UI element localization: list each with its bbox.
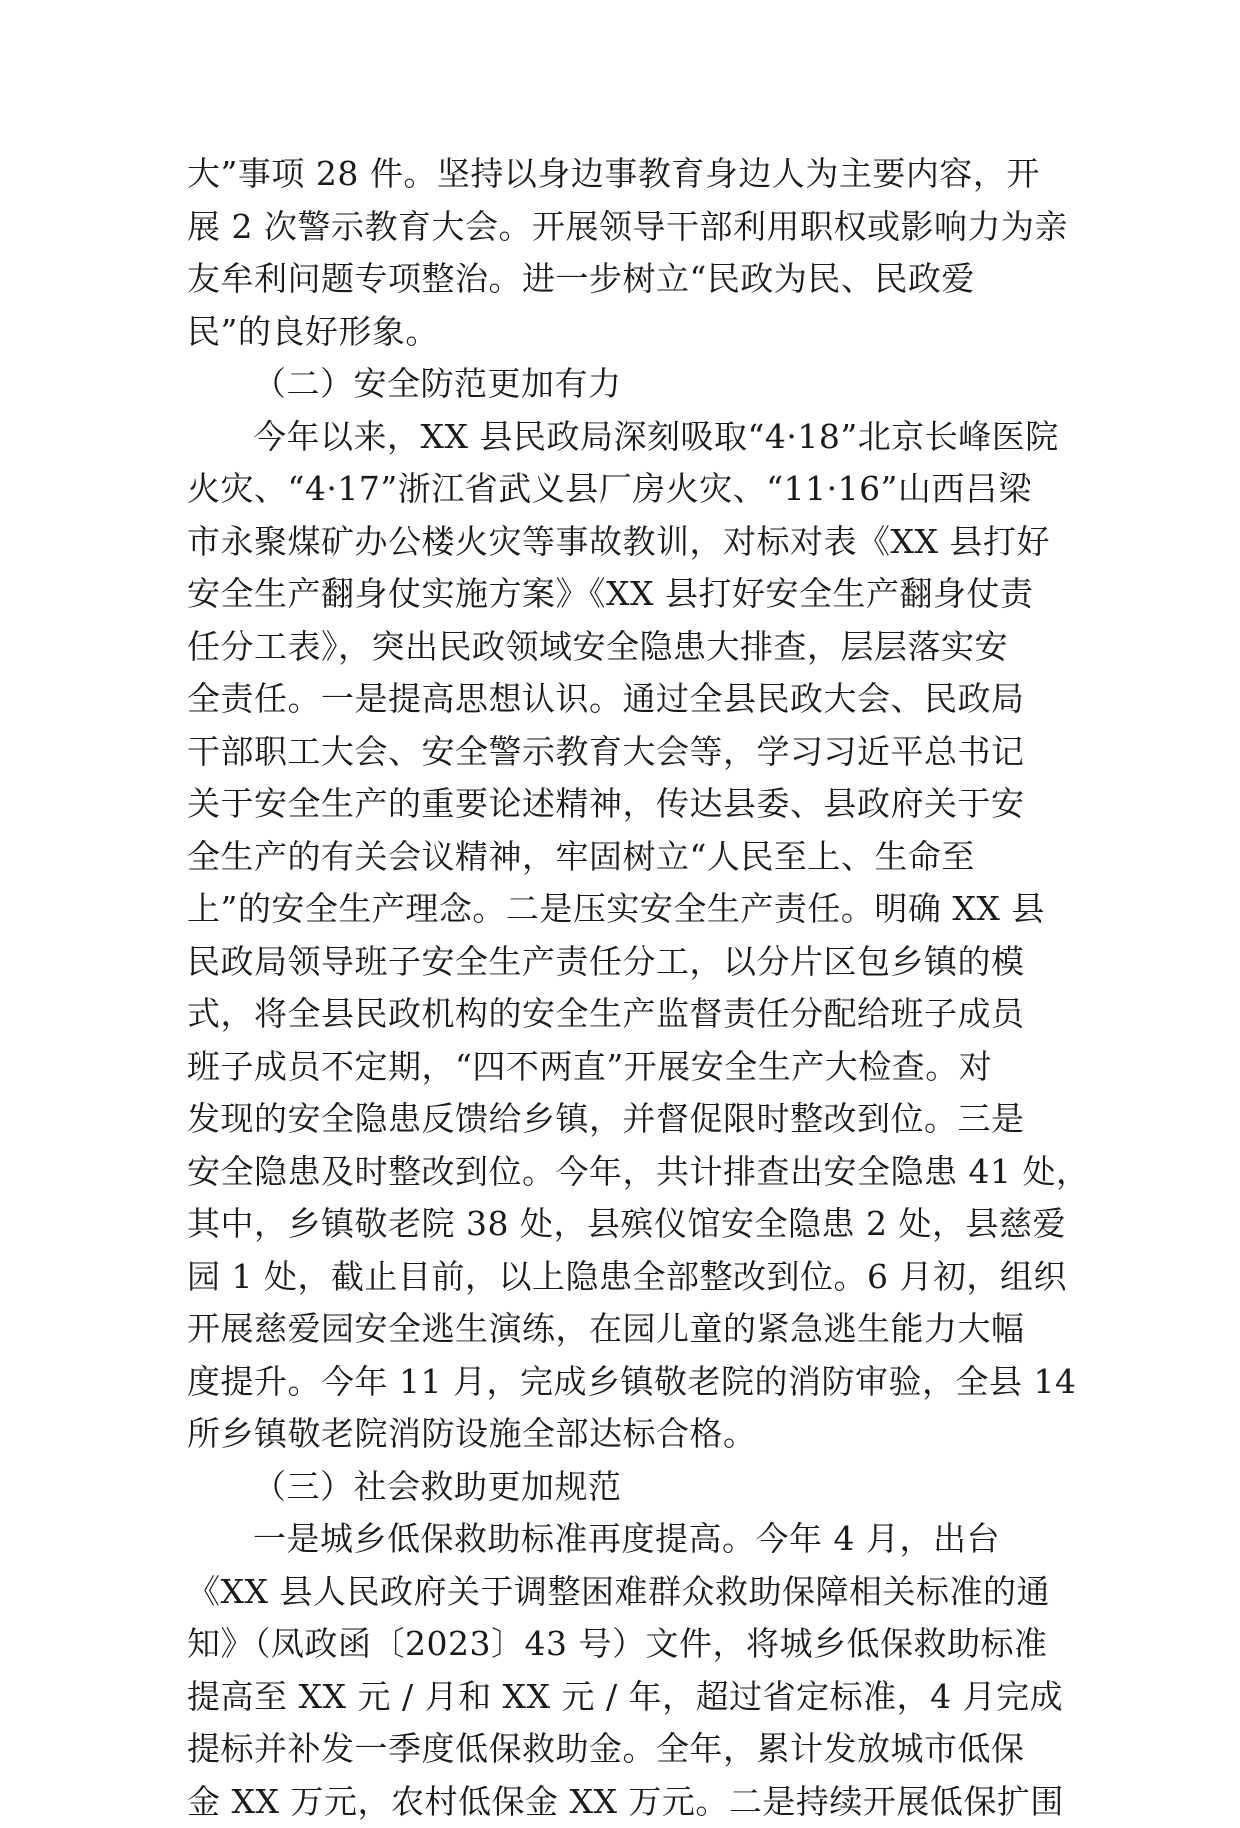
text-line: 民政局领导班子安全生产责任分工，以分片区包乡镇的模 (187, 936, 1053, 989)
text-line: 任分工表》，突出民政领域安全隐患大排查，层层落实安 (187, 621, 1053, 674)
text-line: 市永聚煤矿办公楼火灾等事故教训，对标对表《XX 县打好 (187, 516, 1053, 569)
text-line: 园 1 处，截止目前，以上隐患全部整改到位。6 月初，组织 (187, 1251, 1053, 1304)
text-line: 上”的安全生产理念。二是压实安全生产责任。明确 XX 县 (187, 883, 1053, 936)
text-line: 展 2 次警示教育大会。开展领导干部利用职权或影响力为亲 (187, 201, 1053, 254)
text-line: 金 XX 万元，农村低保金 XX 万元。二是持续开展低保扩围 (187, 1776, 1053, 1828)
text-line: 友牟利问题专项整治。进一步树立“民政为民、民政爱 (187, 253, 1053, 306)
section-heading: （三）社会救助更加规范 (187, 1461, 1053, 1514)
document-body (187, 148, 1053, 1828)
text-line: 其中，乡镇敬老院 38 处，县殡仪馆安全隐患 2 处，县慈爱 (187, 1198, 1053, 1251)
paragraph-first-line: 今年以来，XX 县民政局深刻吸取“4·18”北京长峰医院 (187, 411, 1053, 464)
text-line: 所乡镇敬老院消防设施全部达标合格。 (187, 1408, 1053, 1461)
paragraph-first-line: 一是城乡低保救助标准再度提高。今年 4 月，出台 (187, 1513, 1053, 1566)
text-line: 《XX 县人民政府关于调整困难群众救助保障相关标准的通 (187, 1566, 1053, 1619)
text-line: 干部职工大会、安全警示教育大会等，学习习近平总书记 (187, 726, 1053, 779)
text-line: 知》（凤政函〔2023〕43 号）文件，将城乡低保救助标准 (187, 1618, 1053, 1671)
text-line: 提标并补发一季度低保救助金。全年，累计发放城市低保 (187, 1723, 1053, 1776)
text-line: 班子成员不定期，“四不两直”开展安全生产大检查。对 (187, 1041, 1053, 1094)
text-line: 大”事项 28 件。坚持以身边事教育身边人为主要内容，开 (187, 148, 1053, 201)
text-line: 民”的良好形象。 (187, 306, 1053, 359)
text-line: 关于安全生产的重要论述精神，传达县委、县政府关于安 (187, 778, 1053, 831)
text-line: 提高至 XX 元 / 月和 XX 元 / 年，超过省定标准，4 月完成 (187, 1671, 1053, 1724)
text-line: 安全隐患及时整改到位。今年，共计排查出安全隐患 41 处， (187, 1146, 1053, 1199)
text-line: 式，将全县民政机构的安全生产监督责任分配给班子成员 (187, 988, 1053, 1041)
text-line: 发现的安全隐患反馈给乡镇，并督促限时整改到位。三是 (187, 1093, 1053, 1146)
section-heading: （二）安全防范更加有力 (187, 358, 1053, 411)
text-line: 安全生产翻身仗实施方案》《XX 县打好安全生产翻身仗责 (187, 568, 1053, 621)
text-line: 全生产的有关会议精神，牢固树立“人民至上、生命至 (187, 831, 1053, 884)
text-line: 度提升。今年 11 月，完成乡镇敬老院的消防审验，全县 14 (187, 1356, 1053, 1409)
text-line: 开展慈爱园安全逃生演练，在园儿童的紧急逃生能力大幅 (187, 1303, 1053, 1356)
text-line: 全责任。一是提高思想认识。通过全县民政大会、民政局 (187, 673, 1053, 726)
text-line: 火灾、“4·17”浙江省武义县厂房火灾、“11·16”山西吕梁 (187, 463, 1053, 516)
